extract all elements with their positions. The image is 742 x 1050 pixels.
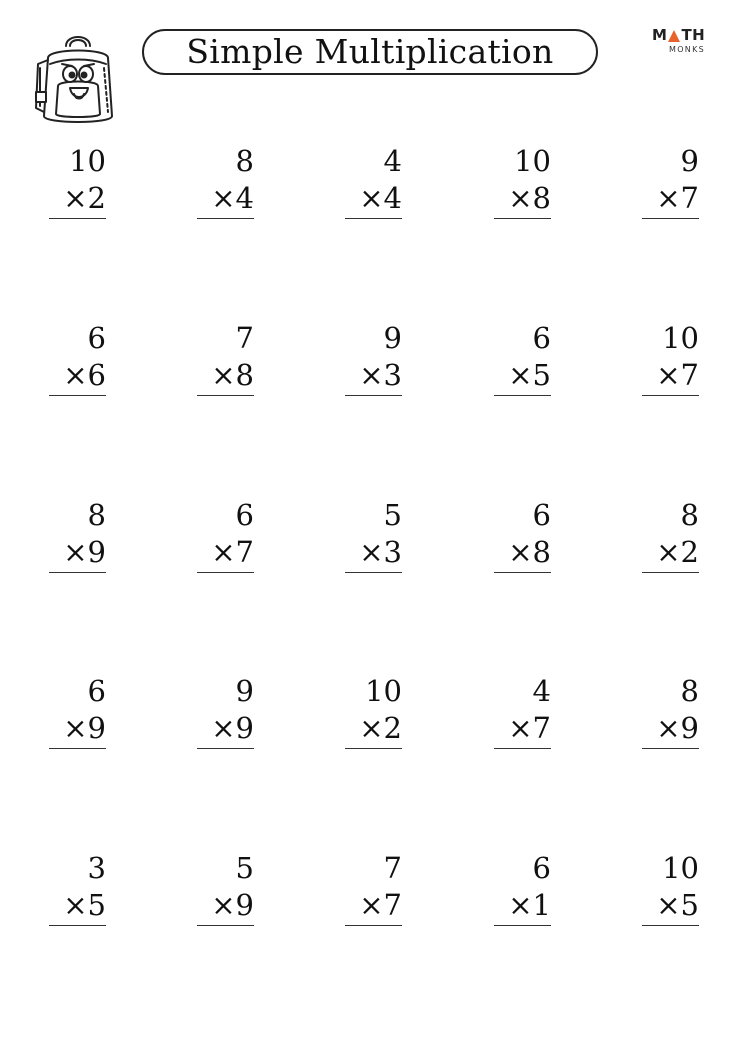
problem-item: [16, 145, 106, 235]
problem-multiplicand: 10: [662, 851, 699, 885]
problem-item: [312, 145, 402, 235]
answer-line: [49, 395, 106, 396]
problem-multiplicand: 6: [532, 498, 551, 532]
answer-line: [49, 572, 106, 573]
problem-multiplier: ×2: [63, 181, 106, 215]
problem-multiplicand: 6: [235, 498, 254, 532]
problem-multiplier: ×8: [211, 358, 254, 392]
problem-item: [461, 675, 551, 765]
problem-item: [16, 499, 106, 589]
problem-item: [609, 675, 699, 765]
logo-letters-th: TH: [681, 26, 706, 44]
problem-multiplicand: 6: [532, 851, 551, 885]
problem-item: [312, 852, 402, 942]
problem-multiplicand: 10: [69, 144, 106, 178]
problem-multiplier: ×2: [656, 535, 699, 569]
problem-multiplicand: 7: [383, 851, 402, 885]
problem-multiplicand: 3: [87, 851, 106, 885]
problem-multiplicand: 10: [662, 321, 699, 355]
problem-multiplicand: 4: [383, 144, 402, 178]
problem-multiplicand: 9: [680, 144, 699, 178]
answer-line: [197, 572, 254, 573]
problem-multiplicand: 9: [383, 321, 402, 355]
problem-multiplicand: 9: [235, 674, 254, 708]
problem-multiplicand: 5: [383, 498, 402, 532]
problem-multiplier: ×9: [63, 711, 106, 745]
logo-subtitle: MONKS: [669, 45, 706, 54]
problem-item: [461, 145, 551, 235]
problem-item: [164, 145, 254, 235]
problem-multiplier: ×9: [211, 888, 254, 922]
problem-multiplier: ×6: [63, 358, 106, 392]
answer-line: [345, 925, 402, 926]
problem-item: [16, 322, 106, 412]
problem-multiplier: ×9: [211, 711, 254, 745]
problem-item: [609, 852, 699, 942]
problem-multiplier: ×3: [359, 535, 402, 569]
problem-multiplier: ×7: [656, 358, 699, 392]
problem-item: [312, 499, 402, 589]
problem-multiplicand: 8: [680, 674, 699, 708]
answer-line: [345, 748, 402, 749]
problem-multiplier: ×3: [359, 358, 402, 392]
page-title: Simple Multiplication: [186, 31, 554, 71]
problem-multiplier: ×4: [359, 181, 402, 215]
problem-item: [609, 145, 699, 235]
problem-multiplier: ×1: [508, 888, 551, 922]
problem-item: [164, 499, 254, 589]
problem-multiplicand: 10: [365, 674, 402, 708]
answer-line: [494, 395, 551, 396]
answer-line: [345, 572, 402, 573]
problem-item: [461, 499, 551, 589]
answer-line: [494, 925, 551, 926]
answer-line: [642, 395, 699, 396]
problem-multiplier: ×9: [63, 535, 106, 569]
answer-line: [49, 218, 106, 219]
problem-multiplier: ×5: [656, 888, 699, 922]
problem-multiplier: ×8: [508, 181, 551, 215]
problem-multiplier: ×2: [359, 711, 402, 745]
problem-multiplicand: 6: [87, 321, 106, 355]
answer-line: [197, 395, 254, 396]
answer-line: [642, 572, 699, 573]
answer-line: [197, 218, 254, 219]
problem-multiplier: ×8: [508, 535, 551, 569]
problem-item: [461, 852, 551, 942]
problem-multiplier: ×5: [63, 888, 106, 922]
problem-multiplicand: 4: [532, 674, 551, 708]
problem-multiplicand: 6: [532, 321, 551, 355]
problem-item: [164, 322, 254, 412]
problem-item: [16, 675, 106, 765]
answer-line: [49, 925, 106, 926]
problem-multiplier: ×7: [508, 711, 551, 745]
problem-multiplier: ×7: [656, 181, 699, 215]
problem-item: [16, 852, 106, 942]
problem-multiplicand: 8: [87, 498, 106, 532]
answer-line: [345, 218, 402, 219]
problem-multiplicand: 5: [235, 851, 254, 885]
answer-line: [642, 925, 699, 926]
problem-multiplicand: 8: [680, 498, 699, 532]
problem-multiplier: ×4: [211, 181, 254, 215]
answer-line: [494, 572, 551, 573]
answer-line: [494, 748, 551, 749]
problem-multiplier: ×5: [508, 358, 551, 392]
logo-letter-m: M: [652, 26, 668, 44]
answer-line: [345, 395, 402, 396]
problem-multiplier: ×7: [359, 888, 402, 922]
problem-multiplicand: 10: [514, 144, 551, 178]
problem-multiplicand: 7: [235, 321, 254, 355]
problem-multiplicand: 6: [87, 674, 106, 708]
problem-item: [312, 322, 402, 412]
problem-item: [164, 852, 254, 942]
problem-multiplier: ×9: [656, 711, 699, 745]
problem-multiplier: ×7: [211, 535, 254, 569]
problem-item: [609, 499, 699, 589]
answer-line: [197, 925, 254, 926]
problem-item: [312, 675, 402, 765]
answer-line: [642, 218, 699, 219]
problem-item: [164, 675, 254, 765]
problem-item: [461, 322, 551, 412]
problem-item: [609, 322, 699, 412]
answer-line: [642, 748, 699, 749]
problem-multiplicand: 8: [235, 144, 254, 178]
answer-line: [49, 748, 106, 749]
answer-line: [494, 218, 551, 219]
answer-line: [197, 748, 254, 749]
